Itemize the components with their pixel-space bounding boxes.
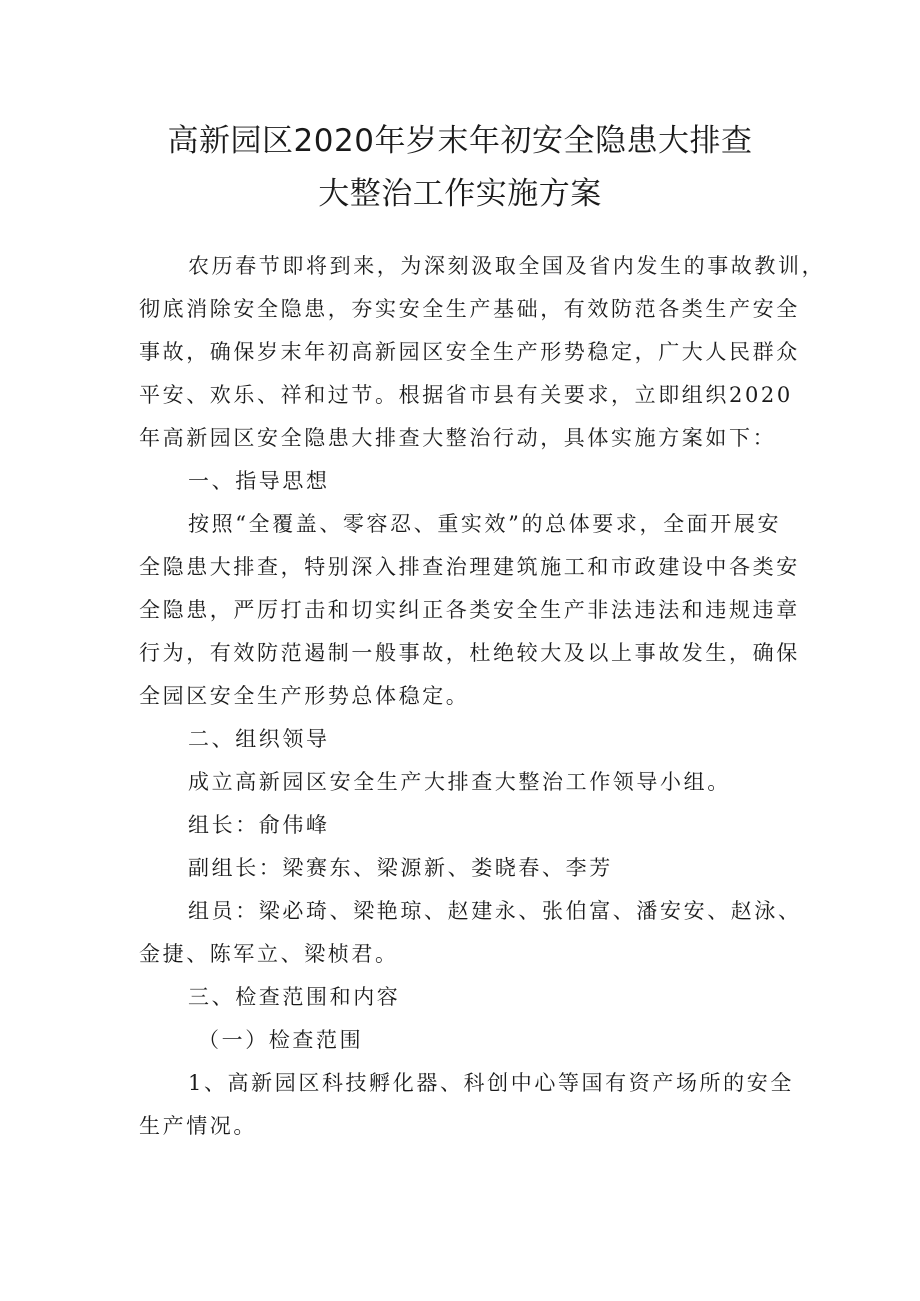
leader-line: 组长：俞伟峰 xyxy=(188,813,330,837)
document-title-line-1: 高新园区2020年岁末年初安全隐患大排查 xyxy=(167,123,753,159)
deputy-leaders-line: 副组长：梁赛东、梁源新、娄晓春、李芳 xyxy=(188,856,613,880)
section-1-line-1: 按照“全覆盖、零容忍、重实效”的总体要求，全面开展安 xyxy=(188,512,782,536)
section-2-body: 成立高新园区安全生产大排查大整治工作领导小组。 xyxy=(188,770,731,794)
section-2-heading: 二、组织领导 xyxy=(188,727,330,751)
intro-line-4: 平安、欢乐、祥和过节。根据省市县有关要求，立即组织2020 xyxy=(139,383,793,407)
section-1-line-5: 全园区安全生产形势总体稳定。 xyxy=(139,684,470,708)
intro-line-5: 年高新园区安全隐患大排查大整治行动，具体实施方案如下： xyxy=(139,426,777,450)
members-line-1: 组员：梁必琦、梁艳琼、赵建永、张伯富、潘安安、赵泳、 xyxy=(188,899,802,923)
item-1-line-1: 1、高新园区科技孵化器、科创中心等国有资产场所的安全 xyxy=(188,1071,794,1095)
section-3-heading: 三、检查范围和内容 xyxy=(188,985,401,1009)
intro-line-3: 事故，确保岁末年初高新园区安全生产形势稳定，广大人民群众 xyxy=(139,340,800,364)
section-1-line-4: 行为，有效防范遏制一般事故，杜绝较大及以上事故发生，确保 xyxy=(139,641,800,665)
document-title-line-2: 大整治工作实施方案 xyxy=(318,176,602,212)
section-1-line-2: 全隐患大排查，特别深入排查治理建筑施工和市政建设中各类安 xyxy=(139,555,800,579)
section-1-heading: 一、指导思想 xyxy=(188,469,330,493)
intro-line-1: 农历春节即将到来，为深刻汲取全国及省内发生的事故教训， xyxy=(188,254,826,278)
members-line-2: 金捷、陈军立、梁桢君。 xyxy=(139,942,399,966)
section-1-line-3: 全隐患，严厉打击和切实纠正各类安全生产非法违法和违规违章 xyxy=(139,598,800,622)
item-1-line-2: 生产情况。 xyxy=(139,1114,257,1138)
subsection-1-heading: （一）检查范围 xyxy=(198,1028,364,1052)
intro-line-2: 彻底消除安全隐患，夯实安全生产基础，有效防范各类生产安全 xyxy=(139,297,800,321)
